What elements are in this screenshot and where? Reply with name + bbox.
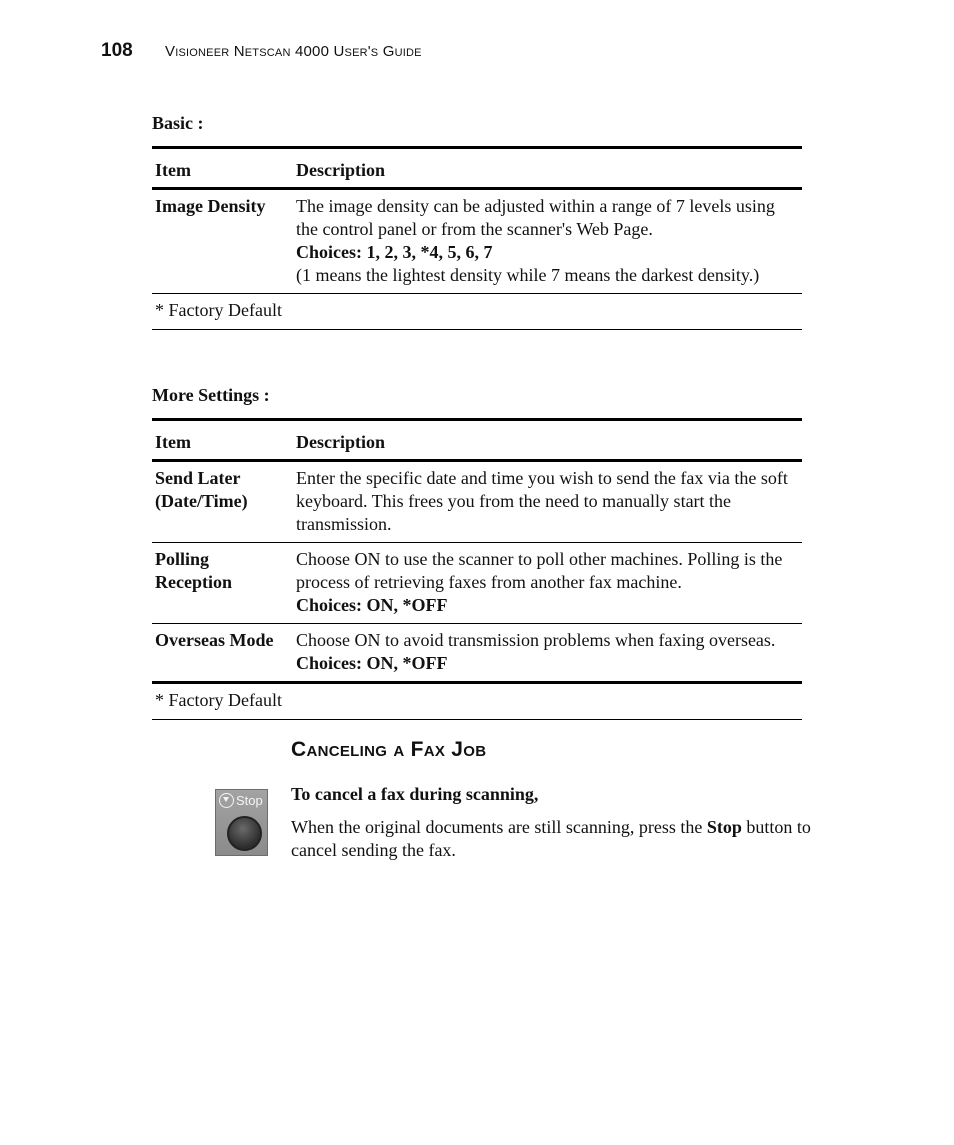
item-name-line: Reception [155,572,232,592]
running-title: Visioneer Netscan 4000 User's Guide [165,43,422,60]
basic-settings-table [152,146,802,330]
stop-icon [219,793,234,808]
stop-button-illustration [215,789,268,856]
column-header-item: Item [152,148,293,189]
item-choices: Choices: ON, *OFF [296,653,448,673]
item-name-line: (Date/Time) [155,491,248,511]
item-description: Choose ON to avoid transmission problems when faxing overseas. [296,630,776,650]
body-bold-stop: Stop [706,817,742,837]
footnote-row [152,294,802,330]
footnote-row [152,683,802,720]
round-button-icon [227,816,262,851]
item-description-cell [293,461,802,543]
item-description-cell [293,624,802,683]
table-row [152,624,802,683]
running-header [101,40,422,62]
item-description-cell [293,543,802,624]
factory-default-footnote: * Factory Default [152,683,802,720]
section-heading: Canceling a Fax Job [291,738,487,761]
table-row [152,461,802,543]
table-row [152,543,802,624]
item-name: Overseas Mode [152,624,293,683]
column-header-description: Description [293,420,802,461]
item-description-cell [293,189,802,294]
column-header-description: Description [293,148,802,189]
item-note: (1 means the lightest density while 7 means the darkest density.) [296,265,760,285]
item-description: Choose ON to use the scanner to poll other machines. Polling is the process of retrieving faxes from another fax machine. [296,549,783,592]
procedure-body [291,816,851,862]
body-text: button to cancel sending the fax. [291,817,811,860]
table-header-row [152,420,802,461]
factory-default-footnote: * Factory Default [152,294,802,330]
table-row [152,189,802,294]
item-name [152,543,293,624]
item-name-line: Send Later [155,468,241,488]
item-description: The image density can be adjusted within a range of 7 levels using the control panel or from the scanner's Web Page. [296,196,775,239]
basic-section-label: Basic : [152,113,204,133]
procedure-title: To cancel a fax during scanning, [291,784,539,804]
item-choices: Choices: ON, *OFF [296,595,448,615]
column-header-item: Item [152,420,293,461]
stop-button-label [219,793,263,808]
body-text: When the original documents are still scanning, press the [291,817,707,837]
item-name-line: Polling [155,549,210,569]
page-number: 108 [101,40,133,61]
more-settings-table [152,418,802,720]
item-choices: Choices: 1, 2, 3, *4, 5, 6, 7 [296,242,493,262]
stop-label-text: Stop [236,793,263,808]
item-description: Enter the specific date and time you wish to send the fax via the soft keyboard. This frees you from the need to manually start the transmission. [296,468,788,534]
item-name: Image Density [152,189,293,294]
table-header-row [152,148,802,189]
item-name [152,461,293,543]
more-settings-section-label: More Settings : [152,385,270,405]
